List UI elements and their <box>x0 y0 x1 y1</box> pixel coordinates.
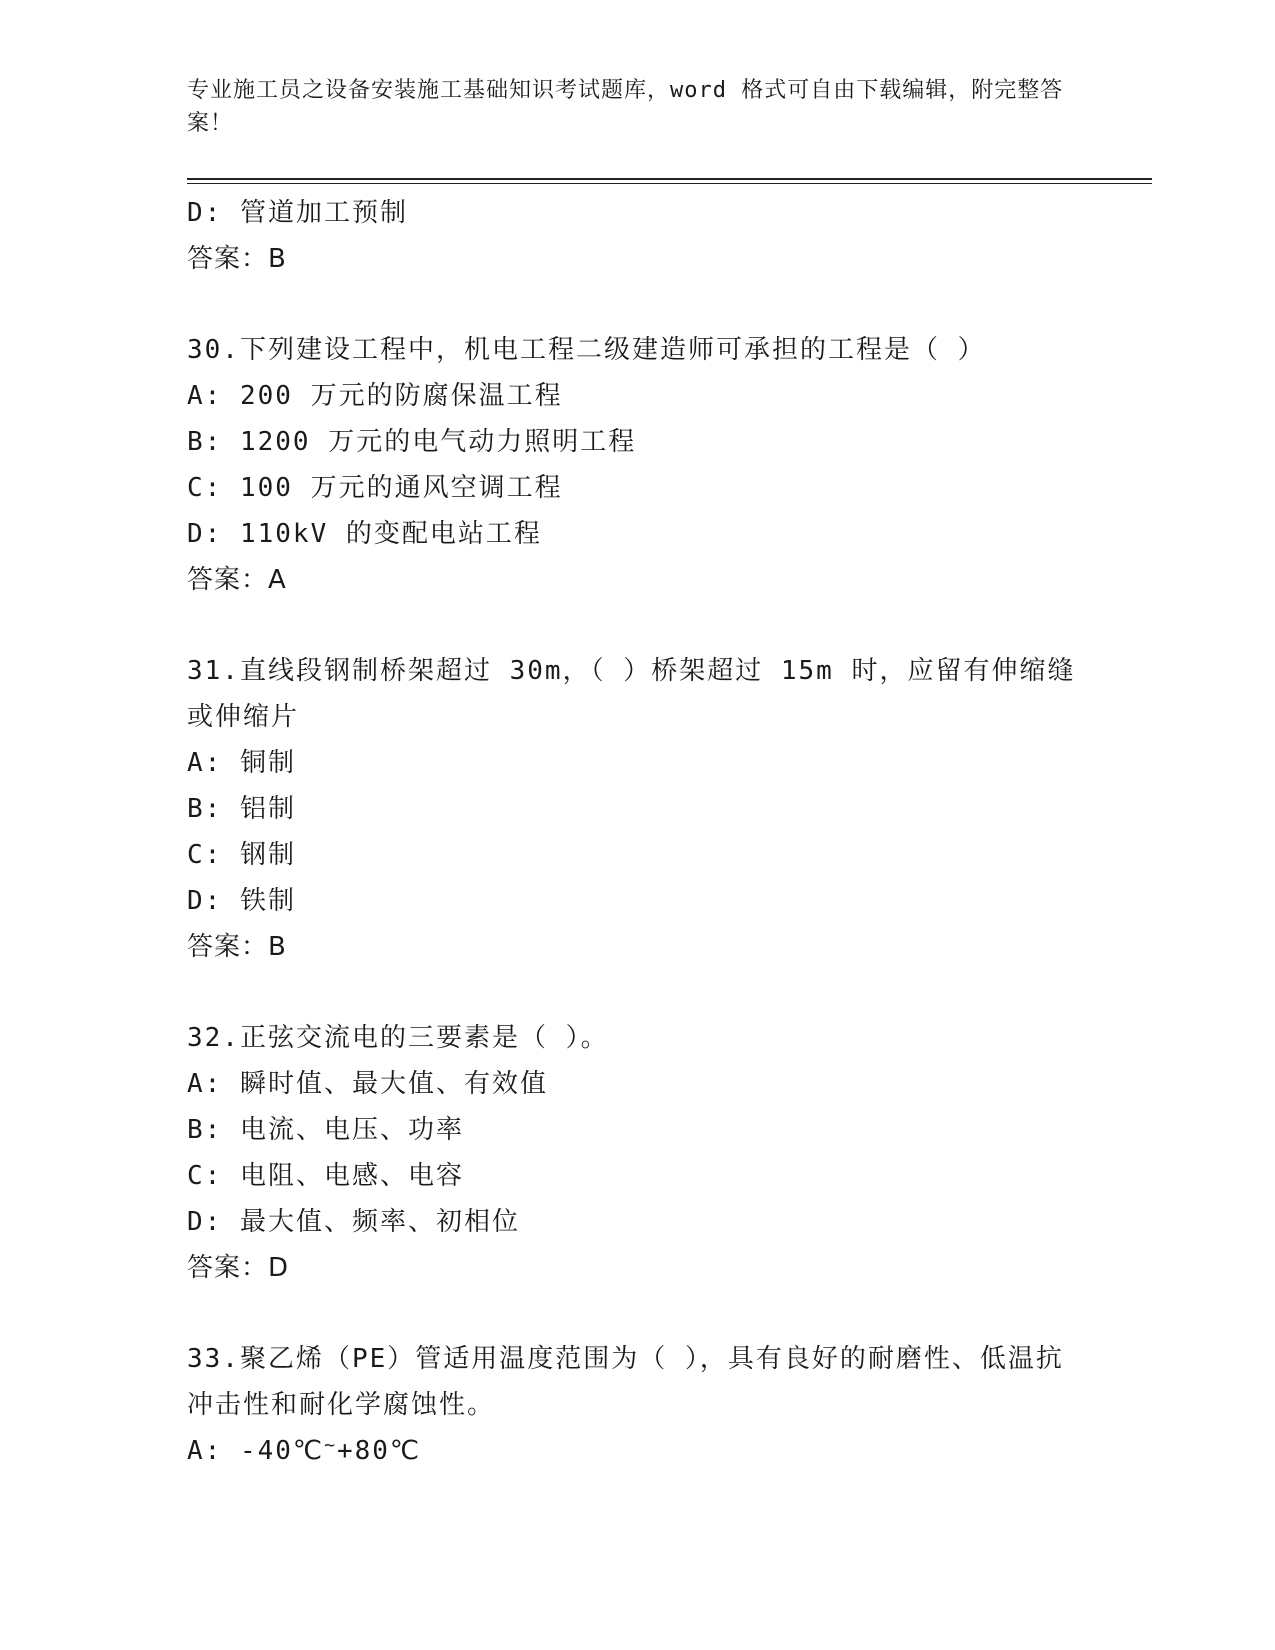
page-header: 专业施工员之设备安装施工基础知识考试题库，word 格式可自由下载编辑，附完整答案！ <box>187 78 1064 136</box>
question-31-option-d: D: 铁制 <box>187 886 296 916</box>
spacer <box>187 603 1107 648</box>
header-rule-thick <box>187 178 1152 180</box>
question-content <box>187 190 1107 1474</box>
question-32-option-a: A: 瞬时值、最大值、有效值 <box>187 1069 548 1099</box>
header-rule-thin <box>187 183 1152 184</box>
question-31-option-a: A: 铜制 <box>187 748 296 778</box>
question-31-option-b: B: 铝制 <box>187 794 296 824</box>
question-31-stem: 31.直线段钢制桥架超过 30m，（ ）桥架超过 15m 时，应留有伸缩缝或伸缩片 <box>187 656 1076 732</box>
question-31-option-c: C: 钢制 <box>187 840 296 870</box>
question-30-answer: 答案：A <box>187 565 287 595</box>
question-30-option-c: C: 100 万元的通风空调工程 <box>187 473 563 503</box>
spacer <box>187 282 1107 327</box>
question-32-stem: 32.正弦交流电的三要素是（ ）。 <box>187 1023 609 1053</box>
question-31-answer: 答案：B <box>187 932 287 962</box>
spacer <box>187 970 1107 1015</box>
question-30-option-d: D: 110kV 的变配电站工程 <box>187 519 542 549</box>
option-a-suffix: +80℃ <box>336 1436 422 1466</box>
option-a-prefix: A: -40℃ <box>187 1436 325 1466</box>
question-32-answer: 答案：D <box>187 1253 290 1283</box>
question-30-option-a: A: 200 万元的防腐保温工程 <box>187 381 563 411</box>
option-a-tilde: ~ <box>324 1435 337 1456</box>
question-32-option-b: B: 电流、电压、功率 <box>187 1115 464 1145</box>
question-33-stem: 33.聚乙烯（PE）管适用温度范围为（ ），具有良好的耐磨性、低温抗冲击性和耐化学腐蚀性。 <box>187 1344 1064 1420</box>
prev-option-d: D: 管道加工预制 <box>187 198 408 228</box>
question-30-stem: 30.下列建设工程中，机电工程二级建造师可承担的工程是（ ） <box>187 335 986 365</box>
question-32-option-c: C: 电阻、电感、电容 <box>187 1161 464 1191</box>
prev-answer: 答案：B <box>187 244 287 274</box>
question-30-option-b: B: 1200 万元的电气动力照明工程 <box>187 427 637 457</box>
spacer <box>187 1291 1107 1336</box>
question-32-option-d: D: 最大值、频率、初相位 <box>187 1207 520 1237</box>
question-33-option-a <box>187 1428 1107 1474</box>
